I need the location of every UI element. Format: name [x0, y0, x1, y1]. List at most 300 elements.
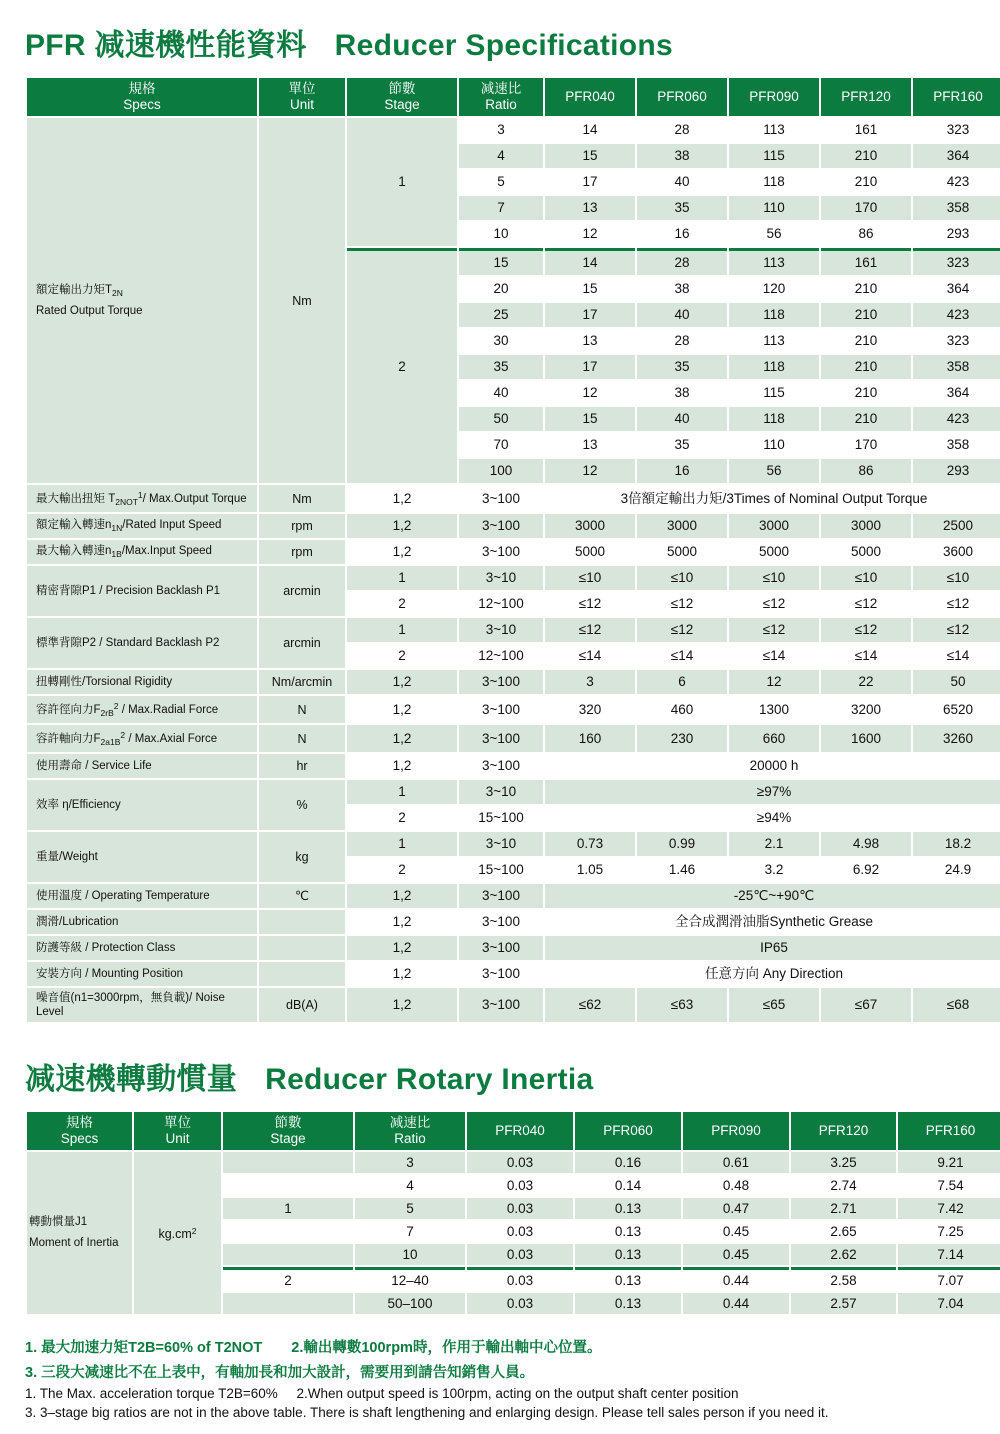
ratio-cell: 4	[459, 144, 543, 168]
value-cell: 16	[637, 222, 727, 246]
table-row	[27, 118, 1000, 142]
column-header: 節數 Stage	[223, 1112, 353, 1150]
value-cell: 86	[821, 222, 911, 246]
value-cell: ≤12	[729, 618, 819, 642]
value-cell: ≥94%	[545, 806, 1000, 830]
value-cell: 全合成潤滑油脂Synthetic Grease	[545, 910, 1000, 934]
value-cell: 5000	[729, 540, 819, 564]
column-header: 减速比 Ratio	[355, 1112, 465, 1150]
ratio-cell: 3~100	[459, 910, 543, 934]
value-cell: -25℃~+90℃	[545, 884, 1000, 908]
unit-cell: rpm	[259, 514, 345, 538]
value-cell: 14	[545, 248, 635, 275]
value-cell: 0.03	[467, 1221, 573, 1242]
value-cell: 17	[545, 303, 635, 327]
unit-cell: ℃	[259, 884, 345, 908]
ratio-cell: 3~10	[459, 832, 543, 856]
value-cell: 3000	[729, 514, 819, 538]
value-cell: 17	[545, 355, 635, 379]
value-cell: 120	[729, 277, 819, 301]
value-cell: 15	[545, 144, 635, 168]
value-cell: 210	[821, 170, 911, 194]
value-cell: 110	[729, 196, 819, 220]
table-row	[27, 832, 1000, 856]
value-cell: 358	[913, 355, 1000, 379]
stage-cell	[223, 1152, 353, 1173]
ratio-cell: 4	[355, 1175, 465, 1196]
stage-cell: 1	[223, 1198, 353, 1219]
value-cell: 210	[821, 303, 911, 327]
stage-cell: 1	[347, 618, 457, 642]
value-cell: 230	[637, 725, 727, 752]
value-cell: 5000	[637, 540, 727, 564]
ratio-cell: 3~100	[459, 725, 543, 752]
value-cell: 660	[729, 725, 819, 752]
value-cell: 115	[729, 144, 819, 168]
spec-cell: 使用溫度 / Operating Temperature	[27, 884, 257, 908]
column-header: 單位 Unit	[259, 78, 345, 116]
value-cell: 293	[913, 459, 1000, 483]
ratio-cell: 3~100	[459, 696, 543, 723]
ratio-cell: 7	[355, 1221, 465, 1242]
table-row	[27, 514, 1000, 538]
value-cell: 56	[729, 222, 819, 246]
value-cell: 0.13	[575, 1293, 681, 1314]
value-cell: ≤12	[821, 618, 911, 642]
value-cell: 0.13	[575, 1267, 681, 1291]
unit-cell: %	[259, 780, 345, 830]
value-cell: 3000	[821, 514, 911, 538]
spec-cell: 使用壽命 / Service Life	[27, 754, 257, 778]
table-row	[27, 936, 1000, 960]
unit-cell: hr	[259, 754, 345, 778]
value-cell: ≤10	[545, 566, 635, 590]
value-cell: ≤12	[821, 592, 911, 616]
value-cell: 0.73	[545, 832, 635, 856]
ratio-cell: 15	[459, 248, 543, 275]
value-cell: 423	[913, 170, 1000, 194]
value-cell: 5000	[545, 540, 635, 564]
footnotes	[25, 1336, 985, 1420]
unit-cell	[259, 936, 345, 960]
value-cell: ≤10	[637, 566, 727, 590]
rotary-inertia-table	[25, 1110, 985, 1316]
value-cell: ≤67	[821, 988, 911, 1022]
column-header: PFR120	[821, 78, 911, 116]
value-cell: 118	[729, 407, 819, 431]
unit-cell: arcmin	[259, 566, 345, 616]
stage-cell: 1,2	[347, 696, 457, 723]
value-cell: ≤12	[913, 592, 1000, 616]
value-cell: 7.54	[898, 1175, 1000, 1196]
stage-cell: 1,2	[347, 670, 457, 694]
unit-cell: Nm	[259, 118, 345, 483]
page-title-rotary-inertia-en: Reducer Rotary Inertia	[265, 1063, 594, 1096]
stage-cell: 1,2	[347, 910, 457, 934]
value-cell: 0.03	[467, 1175, 573, 1196]
spec-cell: 扭轉剛性/Torsional Rigidity	[27, 670, 257, 694]
ratio-cell: 3~100	[459, 540, 543, 564]
table-row	[27, 618, 1000, 642]
table-row	[27, 754, 1000, 778]
value-cell: 2.65	[791, 1221, 896, 1242]
spec-cell: 效率 η/Efficiency	[27, 780, 257, 830]
stage-cell: 2	[347, 858, 457, 882]
stage-cell: 1,2	[347, 754, 457, 778]
page-title-rotary-inertia	[25, 1054, 985, 1098]
ratio-cell: 3~10	[459, 618, 543, 642]
value-cell: 15	[545, 277, 635, 301]
stage-cell	[223, 1293, 353, 1314]
value-cell: 210	[821, 329, 911, 353]
spec-cell: 最大輸入轉速$n_{1B}/Max.Input$ Speed	[27, 540, 257, 564]
spec-cell: 轉動慣量J1 Moment of Inertia	[27, 1152, 132, 1314]
value-cell: 6	[637, 670, 727, 694]
value-cell: 2.57	[791, 1293, 896, 1314]
value-cell: 86	[821, 459, 911, 483]
unit-cell: Nm	[259, 485, 345, 512]
column-header: 規格 Specs	[27, 78, 257, 116]
value-cell: 12	[545, 222, 635, 246]
spec-cell: 額定輸出力矩$T_{2N}$ Rated Output Torque	[27, 118, 257, 483]
ratio-cell: 3~100	[459, 754, 543, 778]
value-cell: 15	[545, 407, 635, 431]
value-cell: 1300	[729, 696, 819, 723]
table-row	[27, 1152, 1000, 1173]
value-cell: 35	[637, 355, 727, 379]
value-cell: 364	[913, 277, 1000, 301]
table-row	[27, 696, 1000, 723]
ratio-cell: 3~100	[459, 962, 543, 986]
value-cell: 113	[729, 329, 819, 353]
table-row	[27, 988, 1000, 1022]
stage-cell: 1	[347, 118, 457, 246]
ratio-cell: 50–100	[355, 1293, 465, 1314]
stage-cell: 1,2	[347, 485, 457, 512]
value-cell: 118	[729, 303, 819, 327]
ratio-cell: 12~100	[459, 592, 543, 616]
stage-cell	[223, 1221, 353, 1242]
value-cell: ≤63	[637, 988, 727, 1022]
page-title-specifications-en: Reducer Specifications	[334, 29, 674, 62]
table-row	[27, 910, 1000, 934]
unit-cell: rpm	[259, 540, 345, 564]
unit-cell: $kg.cm^2$	[134, 1152, 221, 1314]
ratio-cell: 3~100	[459, 485, 543, 512]
ratio-cell: 7	[459, 196, 543, 220]
value-cell: 1.46	[637, 858, 727, 882]
value-cell: ≤14	[637, 644, 727, 668]
ratio-cell: 3~100	[459, 936, 543, 960]
value-cell: ≥97%	[545, 780, 1000, 804]
value-cell: 2500	[913, 514, 1000, 538]
stage-cell: 2	[347, 248, 457, 483]
value-cell: 2.74	[791, 1175, 896, 1196]
value-cell: 38	[637, 277, 727, 301]
ratio-cell: 30	[459, 329, 543, 353]
ratio-cell: 3~10	[459, 780, 543, 804]
value-cell: 3000	[637, 514, 727, 538]
column-header: 節數 Stage	[347, 78, 457, 116]
reducer-specifications-table	[25, 76, 985, 1024]
value-cell: 5000	[821, 540, 911, 564]
value-cell: 2.58	[791, 1267, 896, 1291]
value-cell: 24.9	[913, 858, 1000, 882]
value-cell: 13	[545, 329, 635, 353]
ratio-cell: 20	[459, 277, 543, 301]
value-cell: 12	[545, 459, 635, 483]
spec-cell: 容許徑向力$F_{2rB}^2$ / Max.Radial Force	[27, 696, 257, 723]
value-cell: 28	[637, 118, 727, 142]
value-cell: 423	[913, 303, 1000, 327]
value-cell: 161	[821, 118, 911, 142]
table-row	[27, 780, 1000, 804]
value-cell: 0.47	[683, 1198, 789, 1219]
stage-cell: 1,2	[347, 514, 457, 538]
stage-cell: 1	[347, 780, 457, 804]
value-cell: 40	[637, 407, 727, 431]
value-cell: 3	[545, 670, 635, 694]
column-header: PFR090	[683, 1112, 789, 1150]
column-header: 單位 Unit	[134, 1112, 221, 1150]
unit-cell: N	[259, 725, 345, 752]
stage-cell: 1,2	[347, 725, 457, 752]
value-cell: 7.07	[898, 1267, 1000, 1291]
value-cell: ≤68	[913, 988, 1000, 1022]
unit-cell: kg	[259, 832, 345, 882]
page-title-specifications	[25, 20, 985, 64]
column-header: PFR040	[545, 78, 635, 116]
stage-cell: 2	[223, 1267, 353, 1291]
value-cell: 1600	[821, 725, 911, 752]
value-cell: 0.13	[575, 1244, 681, 1265]
value-cell: 113	[729, 248, 819, 275]
ratio-cell: 3~100	[459, 884, 543, 908]
stage-cell: 1,2	[347, 936, 457, 960]
spec-cell: 最大輸出扭矩 $T_{2NOT}^1/$ Max.Output Torque	[27, 485, 257, 512]
ratio-cell: 5	[459, 170, 543, 194]
value-cell: 12	[729, 670, 819, 694]
value-cell: 0.45	[683, 1244, 789, 1265]
unit-cell	[259, 910, 345, 934]
value-cell: 0.44	[683, 1267, 789, 1291]
ratio-cell: 35	[459, 355, 543, 379]
ratio-cell: 5	[355, 1198, 465, 1219]
page-title-specifications-zh: PFR 减速機性能資料	[25, 29, 307, 62]
value-cell: 118	[729, 355, 819, 379]
value-cell: 9.21	[898, 1152, 1000, 1173]
footnote-zh-2: 3. 三段大减速比不在上表中，有軸加長和加大設計，需要用到請告知銷售人員。	[25, 1365, 535, 1381]
stage-cell	[223, 1244, 353, 1265]
value-cell: 7.04	[898, 1293, 1000, 1314]
data-table	[25, 1110, 1000, 1316]
value-cell: 40	[637, 303, 727, 327]
value-cell: 22	[821, 670, 911, 694]
value-cell: 113	[729, 118, 819, 142]
value-cell: 0.45	[683, 1221, 789, 1242]
value-cell: 3260	[913, 725, 1000, 752]
value-cell: 7.25	[898, 1221, 1000, 1242]
value-cell: 0.03	[467, 1293, 573, 1314]
value-cell: ≤12	[729, 592, 819, 616]
footnote-en-1: 1. The Max. acceleration torque T2B=60% 2.When output speed is 100rpm, acting on the output shaft center position	[25, 1386, 739, 1401]
value-cell: ≤12	[545, 618, 635, 642]
value-cell: 210	[821, 355, 911, 379]
value-cell: 3倍額定輸出力矩/3Times of Nominal Output Torque	[545, 485, 1000, 512]
value-cell: 6520	[913, 696, 1000, 723]
value-cell: ≤10	[729, 566, 819, 590]
unit-cell: arcmin	[259, 618, 345, 668]
value-cell: 0.03	[467, 1267, 573, 1291]
column-header: PFR060	[575, 1112, 681, 1150]
value-cell: 0.14	[575, 1175, 681, 1196]
value-cell: 170	[821, 196, 911, 220]
unit-cell	[259, 962, 345, 986]
ratio-cell: 3~100	[459, 514, 543, 538]
value-cell: 210	[821, 277, 911, 301]
spec-cell: 標準背隙P2 / Standard Backlash P2	[27, 618, 257, 668]
value-cell: 323	[913, 248, 1000, 275]
table-row	[27, 540, 1000, 564]
ratio-cell: 3	[355, 1152, 465, 1173]
value-cell: 0.16	[575, 1152, 681, 1173]
ratio-cell: 100	[459, 459, 543, 483]
value-cell: 3000	[545, 514, 635, 538]
value-cell: ≤62	[545, 988, 635, 1022]
value-cell: 7.14	[898, 1244, 1000, 1265]
stage-cell: 1,2	[347, 884, 457, 908]
value-cell: 423	[913, 407, 1000, 431]
table-row	[27, 670, 1000, 694]
value-cell: ≤14	[913, 644, 1000, 668]
value-cell: 3.2	[729, 858, 819, 882]
value-cell: 4.98	[821, 832, 911, 856]
value-cell: 460	[637, 696, 727, 723]
ratio-cell: 15~100	[459, 806, 543, 830]
value-cell: 2.1	[729, 832, 819, 856]
ratio-cell: 40	[459, 381, 543, 405]
value-cell: ≤12	[637, 618, 727, 642]
ratio-cell: 10	[459, 222, 543, 246]
value-cell: 2.71	[791, 1198, 896, 1219]
column-header: PFR120	[791, 1112, 896, 1150]
ratio-cell: 15~100	[459, 858, 543, 882]
value-cell: 293	[913, 222, 1000, 246]
value-cell: 35	[637, 196, 727, 220]
spec-cell: 容許軸向力$F_{2a1B}^2$ / Max.Axial Force	[27, 725, 257, 752]
value-cell: 0.13	[575, 1198, 681, 1219]
value-cell: 161	[821, 248, 911, 275]
ratio-cell: 3~100	[459, 670, 543, 694]
value-cell: ≤12	[913, 618, 1000, 642]
stage-cell: 1	[347, 832, 457, 856]
value-cell: 210	[821, 144, 911, 168]
value-cell: ≤12	[545, 592, 635, 616]
value-cell: 210	[821, 381, 911, 405]
value-cell: 50	[913, 670, 1000, 694]
stage-cell: 2	[347, 644, 457, 668]
value-cell: 56	[729, 459, 819, 483]
ratio-cell: 70	[459, 433, 543, 457]
table-row	[27, 884, 1000, 908]
value-cell: 110	[729, 433, 819, 457]
value-cell: ≤65	[729, 988, 819, 1022]
value-cell: 358	[913, 433, 1000, 457]
value-cell: ≤14	[821, 644, 911, 668]
value-cell: 115	[729, 381, 819, 405]
ratio-cell: 12–40	[355, 1267, 465, 1291]
spec-cell: 額定輸入轉速$n_{1N}$/Rated Input Speed	[27, 514, 257, 538]
table-row	[27, 725, 1000, 752]
value-cell: 13	[545, 433, 635, 457]
column-header: PFR090	[729, 78, 819, 116]
value-cell: 12	[545, 381, 635, 405]
value-cell: 0.03	[467, 1198, 573, 1219]
column-header: PFR060	[637, 78, 727, 116]
value-cell: 210	[821, 407, 911, 431]
spec-cell: 重量/Weight	[27, 832, 257, 882]
ratio-cell: 3~100	[459, 988, 543, 1022]
footnote-zh-1: 1. 最大加速力矩T2B=60% of T2NOT 2.輸出轉數100rpm時，作用于輸出軸中心位置。	[25, 1340, 602, 1356]
value-cell: 13	[545, 196, 635, 220]
value-cell: 3600	[913, 540, 1000, 564]
value-cell: ≤14	[545, 644, 635, 668]
value-cell: 160	[545, 725, 635, 752]
value-cell: 323	[913, 118, 1000, 142]
column-header: PFR160	[898, 1112, 1000, 1150]
value-cell: 118	[729, 170, 819, 194]
ratio-cell: 3~10	[459, 566, 543, 590]
value-cell: 3200	[821, 696, 911, 723]
value-cell: ≤12	[637, 592, 727, 616]
value-cell: 28	[637, 329, 727, 353]
value-cell: 14	[545, 118, 635, 142]
stage-cell: 1,2	[347, 540, 457, 564]
value-cell: IP65	[545, 936, 1000, 960]
value-cell: 0.03	[467, 1152, 573, 1173]
column-header: 减速比 Ratio	[459, 78, 543, 116]
value-cell: 0.99	[637, 832, 727, 856]
column-header: 規格 Specs	[27, 1112, 132, 1150]
data-table	[25, 76, 1000, 1024]
value-cell: 17	[545, 170, 635, 194]
value-cell: 38	[637, 144, 727, 168]
value-cell: 0.13	[575, 1221, 681, 1242]
stage-cell: 1	[347, 566, 457, 590]
value-cell: 20000 h	[545, 754, 1000, 778]
unit-cell: N	[259, 696, 345, 723]
stage-cell	[223, 1175, 353, 1196]
value-cell: ≤10	[913, 566, 1000, 590]
spec-cell: 精密背隙P1 / Precision Backlash P1	[27, 566, 257, 616]
ratio-cell: 3	[459, 118, 543, 142]
spec-cell: 防護等級 / Protection Class	[27, 936, 257, 960]
value-cell: 28	[637, 248, 727, 275]
value-cell: 323	[913, 329, 1000, 353]
value-cell: 0.44	[683, 1293, 789, 1314]
ratio-cell: 10	[355, 1244, 465, 1265]
value-cell: 320	[545, 696, 635, 723]
value-cell: ≤14	[729, 644, 819, 668]
value-cell: 35	[637, 433, 727, 457]
stage-cell: 1,2	[347, 962, 457, 986]
value-cell: 0.48	[683, 1175, 789, 1196]
value-cell: 1.05	[545, 858, 635, 882]
value-cell: 6.92	[821, 858, 911, 882]
column-header: PFR160	[913, 78, 1000, 116]
stage-cell: 2	[347, 592, 457, 616]
value-cell: 16	[637, 459, 727, 483]
